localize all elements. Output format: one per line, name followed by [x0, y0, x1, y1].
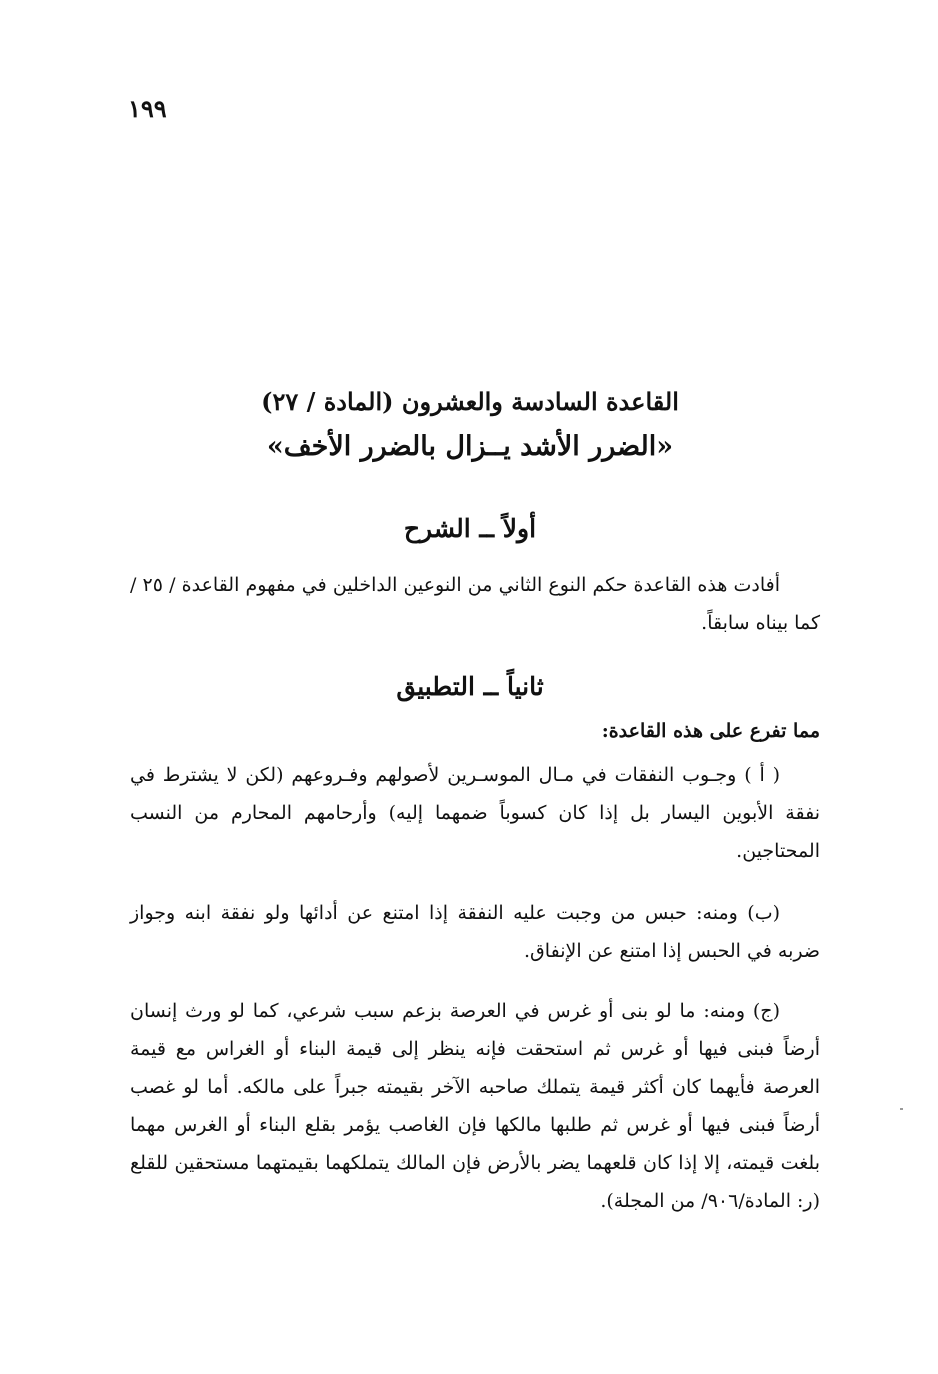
application-item-c: (ج) ومنه: ما لو بنى أو غرس في العرصة بزعم سبب شرعي، كما لو ورث إنسان أرضاً فبنى فيها أو غرس ثم استحقت فإنه ينظر إلى قيمة البناء أو الغراس مع قيمة العرصة فأيهما كان أكثر قيمة يتملك صاحبه الآخر بقيمته جبراً على مالكه. أما لو غصب أرضاً فبنى فيها أو غرس ثم طلبها مالكها فإن الغاصب يؤمر بقلع البناء أو الغرس مهما بلغت قيمته، إلا إذا كان قلعهما يضر بالأرض فإن المالك يتملكهما بقيمتهما مستحقين للقلع (ر: المادة/٩٠٦/ من المجلة). — [130, 1000, 820, 1212]
rule-heading — [120, 380, 820, 470]
application-item-a: ( أ ) وجـوب النفقات في مـال الموسـرين لأصولهم وفـروعهم (لكن لا يشترط في نفقة الأبوين اليسار بل إذا كان كسوباً ضمهما إليه) وأرحامهم المحارم من النسب المحتاجين. — [130, 764, 820, 862]
explanation-paragraph: أفادت هذه القاعدة حكم النوع الثاني من النوعين الداخلين في مفهوم القاعدة / ٢٥ / كما بيناه سابقاً. — [130, 574, 820, 634]
section-heading-explanation: أولاً ــ الشرح — [403, 514, 537, 543]
application-item-b: (ب) ومنه: حبس من وجبت عليه النفقة إذا امتنع عن أدائها ولو نفقة ابنه وجواز ضربه في الحبس إذا امتنع عن الإنفاق. — [130, 902, 820, 962]
page-number: ١٩٩ — [128, 94, 167, 123]
margin-mark — [900, 1108, 903, 1110]
section-heading-application: ثانياً ــ التطبيق — [396, 672, 544, 701]
rule-title: القاعدة السادسة والعشرون (المادة / ٢٧) — [261, 387, 679, 416]
application-intro: مما تفرع على هذه القاعدة: — [601, 720, 820, 742]
rule-maxim: «الضرر الأشد يــزال بالضرر الأخف» — [266, 431, 674, 462]
